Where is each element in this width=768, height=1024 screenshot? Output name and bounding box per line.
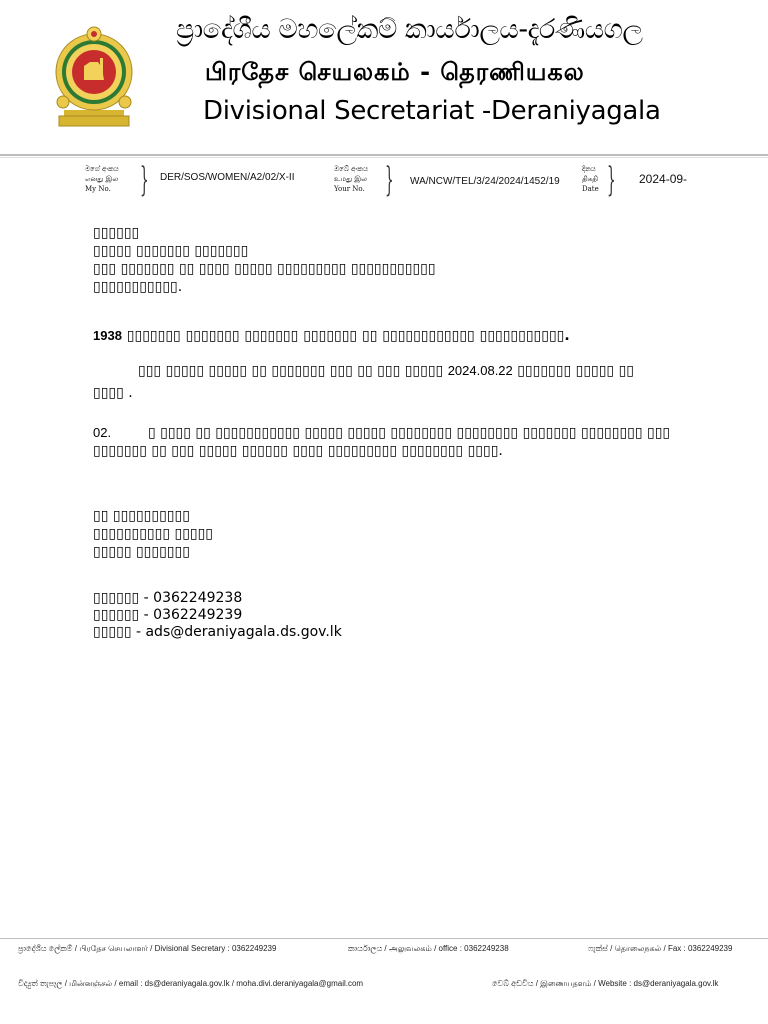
footer-divider xyxy=(0,938,768,939)
header-divider xyxy=(0,154,768,156)
contact-phone-1: ▯▯▯▯▯▯ - 0362249238 xyxy=(93,590,243,606)
contact-phone-2: ▯▯▯▯▯▯ - 0362249239 xyxy=(93,607,243,623)
your-no-value: WA/NCW/TEL/3/24/2024/1452/19 xyxy=(410,176,560,187)
signature-line-3: ▯▯▯▯▯ ▯▯▯▯▯▯▯ xyxy=(93,544,190,560)
my-no-label: මගේ අංකය எனது இல My No. xyxy=(85,165,119,193)
contact-email: ▯▯▯▯▯ - ads@deraniyagala.ds.gov.lk xyxy=(93,624,342,640)
date-brace: } xyxy=(607,160,616,200)
your-no-brace: } xyxy=(385,160,394,200)
date-label: දිනය திகதி Date xyxy=(582,165,599,193)
paragraph-2-line-1 xyxy=(93,424,670,442)
paragraph-2-text-a: ▯ ▯▯▯▯ ▯▯ ▯▯▯▯▯▯▯▯▯▯▯ ▯▯▯▯▯ ▯▯▯▯▯ ▯▯▯▯▯▯▯▯ ▯▯▯▯▯▯▯▯ ▯▯▯▯▯▯▯ ▯▯▯▯▯▯▯▯ ▯▯▯ xyxy=(147,425,671,441)
paragraph-2-number: 02. xyxy=(93,425,112,440)
national-emblem-logo xyxy=(54,24,134,130)
office-title-tamil: பிரதேச செயலகம் - தெரணியகல xyxy=(205,58,585,86)
paragraph-2-line-2: ▯▯▯▯▯▯▯ ▯▯ ▯▯▯ ▯▯▯▯▯ ▯▯▯▯▯▯ ▯▯▯▯ ▯▯▯▯▯▯▯▯▯ ▯▯▯▯▯▯▯▯ ▯▯▯▯. xyxy=(93,443,503,459)
footer-office-phone: කාර්යාලය / அலுவலகம் / office : 0362249238 xyxy=(348,944,509,953)
paragraph-1-line-1 xyxy=(138,362,634,380)
subject-number: 1938 xyxy=(93,328,122,343)
address-line-2: ▯▯▯▯▯ ▯▯▯▯▯▯▯ ▯▯▯▯▯▯▯ xyxy=(93,243,249,259)
footer-secretary-phone: ප්‍රාදේශීය ලේකම් / பிரதேச செயலாளர் / Divisional Secretary : 0362249239 xyxy=(18,944,277,953)
subject-line xyxy=(93,327,570,345)
office-title-sinhala: ප්‍රාදේශීය මහලේකම් කාර්යාලය-දැරණියගල xyxy=(176,14,643,45)
footer-fax: ෆැක්ස් / தொலைநகல் / Fax : 0362249239 xyxy=(588,944,733,953)
signature-line-1: ▯▯ ▯▯▯▯▯▯▯▯▯▯ xyxy=(93,508,190,524)
address-line-1: ▯▯▯▯▯▯ xyxy=(93,225,140,241)
paragraph-1-line-2: ▯▯▯▯ . xyxy=(93,385,133,401)
signature-line-2: ▯▯▯▯▯▯▯▯▯▯ ▯▯▯▯▯ xyxy=(93,526,214,542)
paragraph-1-text-b: ▯▯▯▯▯▯▯ ▯▯▯▯▯ ▯▯ xyxy=(512,363,634,379)
header-divider-shadow xyxy=(0,157,768,158)
date-value: 2024-09- xyxy=(639,172,688,186)
footer-email: විද්‍යුත් තැපෑල / மின்னஞ்சல் / email : ds@deraniyagala.gov.lk / moha.divi.deraniyagala@gmail.com xyxy=(18,979,364,988)
address-line-3: ▯▯▯ ▯▯▯▯▯▯▯ ▯▯ ▯▯▯▯ ▯▯▯▯▯ ▯▯▯▯▯▯▯▯▯ ▯▯▯▯▯▯▯▯▯▯▯ xyxy=(93,261,436,277)
your-no-label: ඔබේ අංකය உமது இல Your No. xyxy=(334,165,368,193)
my-no-value: DER/SOS/WOMEN/A2/02/X-II xyxy=(160,172,295,183)
my-no-brace: } xyxy=(140,160,149,200)
footer-website: වෙබ් අඩවිය / இணையதளம் / Website : ds@deraniyagala.gov.lk xyxy=(492,979,719,988)
address-line-4: ▯▯▯▯▯▯▯▯▯▯▯. xyxy=(93,279,183,295)
paragraph-1-date: 2024.08.22 xyxy=(447,363,513,378)
subject-text: ▯▯▯▯▯▯▯ ▯▯▯▯▯▯▯ ▯▯▯▯▯▯▯ ▯▯▯▯▯▯▯ ▯▯ ▯▯▯▯▯▯▯▯▯▯▯▯ ▯▯▯▯▯▯▯▯▯▯▯. xyxy=(121,328,570,344)
office-title-english: Divisional Secretariat -Deraniyagala xyxy=(203,96,661,126)
paragraph-1-text-a: ▯▯▯ ▯▯▯▯▯ ▯▯▯▯▯ ▯▯ ▯▯▯▯▯▯▯ ▯▯▯ ▯▯ ▯▯▯ ▯▯▯▯▯ xyxy=(138,363,448,379)
